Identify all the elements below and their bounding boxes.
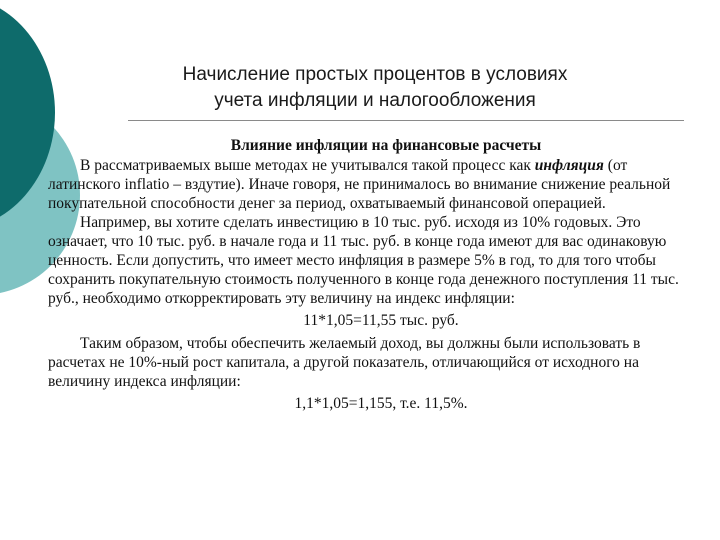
slide-title (95, 62, 655, 114)
term-inflation: инфляция (534, 157, 604, 174)
paragraph-2: Например, вы хотите сделать инвестицию в 10 тыс. руб. исходя из 10% годовых. Это означает, что 10 тыс. руб. в начале года и 11 тыс. руб. в конце года имеют для вас одинаковую ценность. Если допустить, что имеет место инфляция в размере 5% в год, то для того чтобы сохранить покупательную стоимость полученного в конце года денежного поступления 11 тыс. руб., необходимо откорректировать эту величину на индекс инфляции: (48, 214, 679, 307)
paragraph-1-before: В рассматриваемых выше методах не учитывался такой процесс как (80, 157, 535, 174)
section-subtitle: Влияние инфляции на финансовые расчеты (230, 137, 542, 154)
paragraph-1 (48, 156, 684, 213)
title-divider (128, 120, 684, 121)
slide-title-line-2: учета инфляции и налогообложения (214, 90, 536, 111)
paragraph-3: Таким образом, чтобы обеспечить желаемый доход, вы должны были использовать в расчетах не 10%-ный рост капитала, а другой показатель, отличающийся от исходного на величину индекса инфляции: (48, 335, 641, 390)
formula-2: 1,1*1,05=1,155, т.е. 11,5%. (294, 395, 468, 412)
slide-body (48, 136, 684, 413)
slide-title-line-1: Начисление простых процентов в условиях (182, 64, 568, 85)
formula-1: 11*1,05=11,55 тыс. руб. (303, 312, 459, 329)
paragraph-1-after: (от латинского inflatio – вздутие). Иначе говоря, не принималось во внимание снижение реальной покупательной способности денег за период, охватываемый финансовой операцией. (48, 157, 671, 212)
